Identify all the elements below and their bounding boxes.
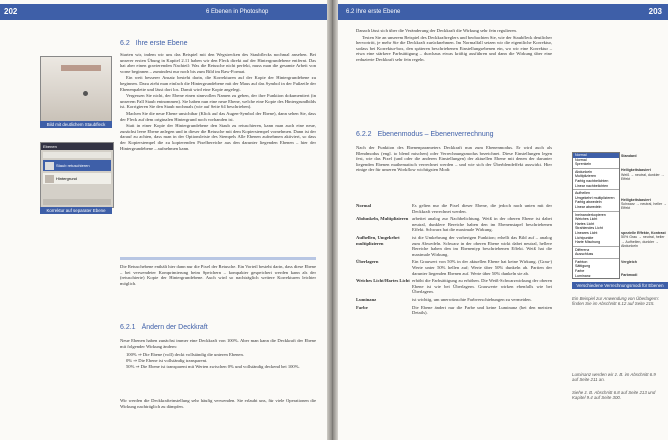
- menu-item[interactable]: Aufhellen: [575, 191, 590, 196]
- menu-separator: [573, 189, 619, 190]
- side-note-overlay: Ein Beispiel zur Anwendung von Überlagern: finden Sie im Abschnitt 6.12 auf Seite 215.: [572, 296, 659, 307]
- annotation-title: Helligkeitsbasiert: [621, 168, 651, 173]
- layer-row-retouch: [43, 160, 111, 171]
- menu-item[interactable]: Ineinanderkopieren: [575, 212, 606, 217]
- list-item: 100% ⇒ Die Ebene (voll) deckt vollständig die unteren Ebenen.: [126, 352, 244, 357]
- paragraph: Die Retuschebene enthält hier dann nur die Pixel der Retusche. Ein Vorteil besteht darin, dass diese Ebene – bei verwendeter Komprimierung beim Speichern – kompakter gespeichert werden kann als der (retuschierte) Kopie der Hintergrundebene. Auch wird so nachträglich weitere Korrekturen leichter möglich.: [120, 264, 316, 286]
- menu-item[interactable]: Multiplizieren: [575, 174, 596, 179]
- paragraph: Starten wir, indem wir uns das Beispiel mit den Wegstrecken des Staubflecks nochmal ansehen. Bei unserer ersten Übung in Kapitel 2.11 haben wir den Fleck direkt auf der Hintergrundebene entfernt. Das hat aber einen gravierenden Nachteil: Was die Retusche nicht perfekt, muss man die gesamte Arbeit von vorne beginnen – zumindest nur noch bis zum Bild im Raw-Format.: [120, 52, 316, 74]
- table-row: Aufhellen, Umgekehrt multiplizieren ist die Umkehrung der vorherigen Funktion; erhellt das Bild auf – analog zum Abwedeln. Schwarz in der oberen Ebene wirkt dabei neutral, hellere Bereiche haben den im Ebenentyp beschriebenen Effekt. Weiß hat die maximale Wirkung.: [356, 234, 552, 257]
- menu-item[interactable]: Farbig abwedeln: [575, 200, 602, 205]
- options-bar-strip: [120, 257, 316, 260]
- annotation-text: 50% Grau → neutral, heller → Aufhellen, dunkler → Abdunkeln: [621, 235, 665, 249]
- left-page-number: 202: [4, 7, 18, 16]
- photo-detail: [61, 65, 101, 71]
- layer-thumbnail: [45, 175, 54, 183]
- side-note-reference: Siehe z. B. Abschnitt 6.8 auf Seite 213 und Kapitel 9.4 auf Seite 300.: [572, 390, 656, 401]
- menu-item[interactable]: Harte Mischung: [575, 240, 601, 245]
- annotation-group: [621, 260, 667, 264]
- menu-item[interactable]: Weiches Licht: [575, 217, 598, 222]
- layers-panel: [40, 142, 114, 208]
- annotation-title: Helligkeitsbasiert: [621, 197, 651, 202]
- menu-separator: [573, 211, 619, 212]
- menu-item[interactable]: Luminanz: [575, 273, 591, 278]
- right-body-text-2: [356, 145, 552, 173]
- menu-item[interactable]: Hartes Licht: [575, 221, 595, 226]
- paragraph: Machen Sie die neue Ebene unsichtbar (Klick auf das Augen-Symbol der Ebene), dann sehen Sie, dass der Fleck auf dem originalen Hintergrund noch vorhanden ist.: [120, 110, 316, 122]
- paragraph: Wir werden die Deckkrafteinstellung sehr häufig verwenden. Sie erlaubt uns, für viele Operationen die Wirkung nachträglich zu dämpfen.: [120, 398, 316, 409]
- right-running-title: 6.2 Ihre erste Ebene: [346, 9, 401, 15]
- section-heading: 6.2 Ihre erste Ebene: [120, 40, 188, 47]
- layer-row-background: [43, 173, 111, 184]
- subsection-heading-622: 6.2.2 Ebenenmodus – Ebenenverrechnung: [356, 131, 494, 138]
- table-row: Normal Es gelten nur die Pixel dieser Ebene, die jedoch nach unten mit der Deckkraft verrechnet werden.: [356, 203, 552, 214]
- menu-item[interactable]: Differenz: [575, 247, 590, 252]
- right-page: [338, 0, 668, 440]
- menu-item[interactable]: Farbig nachbelichten: [575, 178, 609, 183]
- annotation-group: [621, 231, 667, 249]
- left-body-text: [120, 52, 316, 152]
- figure1-caption: Bild mit deutlichem Staubfleck: [40, 121, 112, 128]
- menu-item[interactable]: Lichtpunkte: [575, 235, 594, 240]
- table-row: Farbe Die Ebene ändert nur die Farbe und keine Luminanz (bei den meisten Details).: [356, 304, 552, 316]
- paragraph: Ein weit besserer Ansatz besteht darin, die Korrekturen auf der Kopie der Hintergrundebene zu beginnen. Dazu zieht man einfach die Hintergrundebene mit der Maus auf das Symbol in der Fußzeile der Ebenenpalette und lässt dort los. Damit wird eine Kopie angelegt.: [120, 75, 316, 92]
- list-item: 0% ⇒ Die Ebene ist vollständig transparent.: [126, 358, 208, 363]
- annotation-group: [621, 198, 667, 211]
- table-row: Überlagern Ein Grauwert von 50% in der aktuellen Ebene hat keine Wirkung. (Grau-) Werte unter 50% hellen auf; Werte über 50% dunkeln ab. Partien der darunter liegenden Ebenen auf. Werte über 50% dunkeln sie ab.: [356, 259, 552, 276]
- dust-spot-photo: [40, 56, 112, 122]
- menu-separator: [573, 168, 619, 169]
- menu-item[interactable]: Lineares Licht: [575, 230, 598, 235]
- left-body-text-3: [120, 338, 316, 349]
- blend-mode-menu: [572, 152, 620, 279]
- blend-mode-bar: [43, 152, 111, 158]
- menu-item[interactable]: Abdunkeln: [575, 169, 592, 174]
- menu-item[interactable]: Umgekehrt multiplizieren: [575, 195, 615, 200]
- annotation-title: Farbmodi: [621, 272, 638, 277]
- paragraph: Testen Sie an unserem Beispiel des Deckkraftreglers und beobachten Sie, wie der Staubfleck deutlicher hervortritt, je mehr Sie die Deckkraft zurücknehmen. Im Normalfall setzen wir die eigentliche Korrektur, sodass bei Korrektur-box, den späteren beschriebenen Einstellungsebenen ein, wo wir eine Korrektur – etwa eine stärkere Farbsättigung – durchaus etwas kräftig ausführen und dann die Wirkung über eine reduzierte Deckkraft sehr fein regeln.: [356, 34, 552, 62]
- layer-name: Hintergrund: [56, 176, 77, 181]
- figure2-caption: Korrektur auf separater Ebene: [40, 207, 112, 214]
- menu-separator: [573, 246, 619, 247]
- table-row: Abdunkeln, Multiplizieren arbeitet analog zur Nachbelichtung. Weiß in der oberen Ebene ist dabei neutral, dunklere Bereiche haben den im Ebenenstapel beschriebenen Effekt. Schwarz hat die maximale Wirkung.: [356, 216, 552, 233]
- annotation-text: Weiß → neutral, dunkler → Effekt: [621, 172, 665, 182]
- dust-spot: [83, 91, 88, 96]
- menu-item[interactable]: Farbton: [575, 259, 588, 264]
- right-page-number: 203: [648, 7, 662, 16]
- paragraph: Neue Ebenen haben zunächst immer eine Deckkraft von 100%. Aber man kann die Deckkraft der Ebene mit folgender Wirkung ändern:: [120, 338, 316, 349]
- book-gutter: [327, 0, 338, 440]
- paragraph: Statt in einer Kopie der Hintergrundebene den Staub zu retuschieren, kann man auch eine neue, zunächst leere Ebene anlegen und in dieser die Retusche mit dem Kopierstempel vornehmen. Dann ist der darauf zu achten, dass man in der Optionsleiste des Stempels Alle Ebenen aufnehmen aktiviert, so dass der Kopierstempel die zu kopierenden Pixelbereiche aus den darunter liegenden Ebenen – hier der Hintergrundebene – aufnehmen kann.: [120, 123, 316, 151]
- annotation-group: [621, 273, 667, 277]
- menu-caption: Verschiedene Verrechnungsmodi für Ebenen: [572, 282, 668, 289]
- menu-item[interactable]: Farbe: [575, 269, 585, 274]
- annotation-title: Standard: [621, 154, 637, 158]
- menu-item[interactable]: Normal: [575, 157, 587, 162]
- left-running-head: [0, 4, 327, 20]
- table-row: Weiches Licht/Hartes Licht erhöht die Farbsättigung zu erhöhen. Die Weiß-Schwarzwirkung der oberen Ebene ist wie bei Überlagern. Grauwerte wirken ebenfalls wie bei Überlagern.: [356, 278, 552, 295]
- menu-item[interactable]: Sättigung: [575, 264, 591, 269]
- left-page: [0, 0, 327, 440]
- layer-thumbnail: [45, 162, 54, 170]
- layers-panel-title: Ebenen: [41, 143, 113, 150]
- menu-item[interactable]: Sprenkeln: [575, 162, 592, 167]
- annotation-title: Vergleich: [621, 260, 637, 265]
- left-running-title: 6 Ebenen in Photoshop: [206, 9, 269, 15]
- annotation-group: [621, 154, 667, 158]
- blend-modes-table: [356, 203, 552, 318]
- paragraph: Vergessen Sie nicht, der Ebene einen sinnvollen Namen zu geben, der ihre Funktion dokumentiert (in unserem Fall Staub entnommen). Sie haben nun eine neue Ebene, welche eine Kopie des Hintergrundbilds ist. Korrigieren Sie den Staub nochmals (wie auf Seite 64 beschrieben).: [120, 93, 316, 110]
- annotation-text: Schwarz → neutral, heller → Effekt: [621, 202, 667, 211]
- paragraph: Danach lässt sich über die Veränderung der Deckkraft die Wirkung sehr fein regulieren.: [356, 28, 518, 33]
- menu-item[interactable]: Strahlendes Licht: [575, 226, 603, 231]
- paragraph: Nach der Funktion des Ebenenparameters Deckkraft nun zum Ebenenmodus. Er wird auch als Blendmodus (engl. to blend mischen) oder Verrechnungsmodus bezeichnet. Diese Einstellungen legen fest, wie das Pixel (und oder die anderen Einstellungen) der aktuellen Ebene mit denen der darunter liegenden Ebenen mathematisch verrechnet werden – und wie sich der Überblendeffekt auswirkt. Hier einige der für unseren Workflow wichtigsten Modi:: [356, 145, 552, 173]
- right-running-head: [338, 4, 668, 20]
- left-body-text-2: [120, 264, 316, 286]
- annotation-group: [621, 168, 667, 181]
- menu-item[interactable]: Linear abwedeln: [575, 204, 602, 209]
- subsection-heading-621: 6.2.1 Ändern der Deckkraft: [120, 324, 208, 331]
- opacity-bullet-list: [126, 352, 316, 370]
- layers-panel-footer: [43, 199, 111, 205]
- blend-mode-annotations: [621, 152, 667, 277]
- left-body-text-4: [120, 398, 316, 409]
- menu-item[interactable]: Ausschluss: [575, 252, 594, 257]
- menu-item[interactable]: Linear nachbelichten: [575, 183, 609, 188]
- list-item: 50% ⇒ Die Ebene ist transparent mit Werten zwischen 0% und vollständig deckend bei 100%.: [126, 364, 300, 369]
- menu-selected-value: Normal: [573, 153, 619, 158]
- annotation-title: spezielle Effekte, Kontrast: [621, 230, 666, 235]
- side-note-luminance: Luminanz werden wir z. B. im Abschnitt 6.9 auf Seite 211 an.: [572, 372, 656, 383]
- layer-name: Staub retuschieren: [56, 163, 90, 168]
- menu-separator: [573, 258, 619, 259]
- right-body-text: [356, 28, 552, 63]
- table-row: Luminanz ist wichtig, um unerwünschte Farbverschiebungen zu vermeiden.: [356, 296, 532, 302]
